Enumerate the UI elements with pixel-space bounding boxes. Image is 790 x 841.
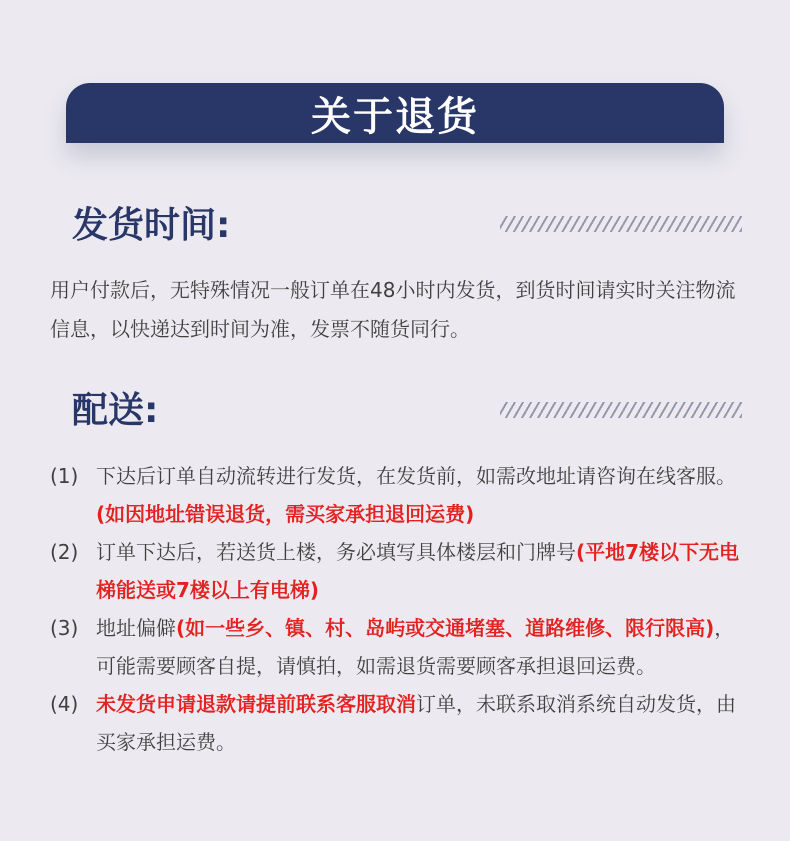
list-item-number: (1) [50, 464, 79, 488]
list-item [50, 457, 750, 533]
list-item-number: (4) [50, 692, 79, 716]
list-item-highlight: (如因地址错误退货，需买家承担退回运费) [96, 502, 475, 526]
list-item-highlight: (平地7楼以下无电梯能送或7楼以上有电梯) [96, 540, 740, 602]
section-banner [66, 83, 724, 143]
list-item [50, 609, 750, 685]
list-item-number: (3) [50, 616, 79, 640]
delivery-list [50, 457, 750, 761]
divider-hatch [500, 402, 742, 418]
list-item [50, 685, 750, 761]
list-item-text: 下达后订单自动流转进行发货，在发货前，如需改地址请咨询在线客服。 [96, 464, 736, 488]
list-item-text: 地址偏僻 [96, 616, 176, 640]
list-item-text: 订单，未联系取消系统自动发货，由买家承担运费。 [96, 692, 736, 754]
list-item-text: 订单下达后，若送货上楼，务必填写具体楼层和门牌号 [96, 540, 576, 564]
list-item-highlight: 未发货申请退款请提前联系客服取消 [96, 692, 416, 716]
list-item [50, 533, 750, 609]
list-item-text: ，可能需要顾客自提，请慎拍，如需退货需要顾客承担退回运费。 [96, 616, 735, 678]
delivery-heading: 配送: [72, 390, 159, 431]
list-item-highlight: (如一些乡、镇、村、岛屿或交通堵塞、道路维修、限行限高) [176, 616, 715, 640]
banner-title: 关于退货 [311, 93, 479, 140]
shipping-time-heading: 发货时间: [72, 205, 231, 246]
shipping-time-text: 用户付款后，无特殊情况一般订单在48小时内发货，到货时间请实时关注物流信息，以快递达到时间为准，发票不随货同行。 [50, 278, 736, 341]
list-item-number: (2) [50, 540, 79, 564]
divider-hatch [500, 216, 742, 232]
